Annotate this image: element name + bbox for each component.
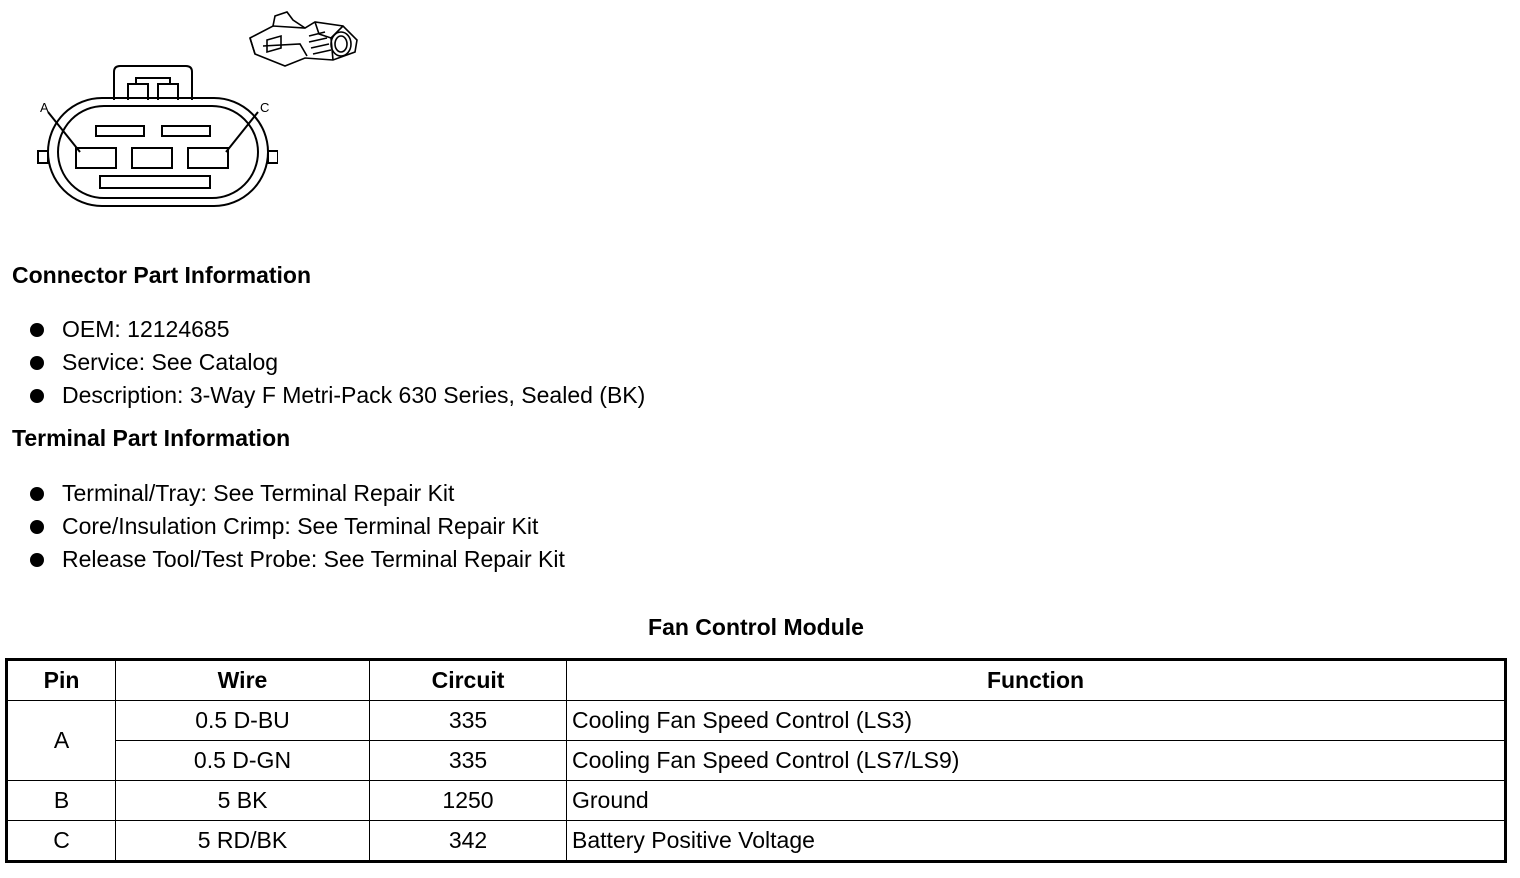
terminal-cavity-b (132, 148, 172, 168)
table-row (7, 821, 1506, 862)
wire-cell: 0.5 D-GN (116, 741, 370, 781)
wire-cell: 5 BK (116, 781, 370, 821)
pin-label-a: A (40, 100, 49, 115)
list-item: Release Tool/Test Probe: See Terminal Repair Kit (30, 543, 565, 576)
column-header-wire: Wire (116, 660, 370, 701)
connector-left-latch (38, 151, 48, 163)
wire-cell: 5 RD/BK (116, 821, 370, 862)
circuit-cell: 335 (370, 701, 567, 741)
terminal-part-info-heading: Terminal Part Information (12, 425, 291, 451)
table-header-row (7, 660, 1506, 701)
pin-cell: B (7, 781, 116, 821)
list-item: Description: 3-Way F Metri-Pack 630 Series, Sealed (BK) (30, 379, 645, 412)
column-header-function: Function (567, 660, 1506, 701)
column-header-circuit: Circuit (370, 660, 567, 701)
bullet-icon (30, 356, 44, 370)
bullet-icon (30, 487, 44, 501)
pin-label-c: C (260, 100, 270, 115)
terminal-cavity-c (188, 148, 228, 168)
wire-cell: 0.5 D-BU (116, 701, 370, 741)
table-row (7, 781, 1506, 821)
connector-right-latch (268, 151, 278, 163)
list-item: OEM: 12124685 (30, 313, 645, 346)
pin-a-leader-line (48, 112, 80, 152)
function-cell: Cooling Fan Speed Control (LS3) (567, 701, 1506, 741)
connector-outer-shell (48, 98, 268, 206)
function-cell: Cooling Fan Speed Control (LS7/LS9) (567, 741, 1506, 781)
connector-face-diagram (28, 60, 278, 210)
connector-part-info-heading: Connector Part Information (12, 262, 312, 288)
circuit-cell: 1250 (370, 781, 567, 821)
function-cell: Battery Positive Voltage (567, 821, 1506, 862)
list-item: Core/Insulation Crimp: See Terminal Repair Kit (30, 510, 565, 543)
bullet-icon (30, 323, 44, 337)
pin-cell: C (7, 821, 116, 862)
terminal-part-info-list (30, 477, 565, 576)
connector-locking-tab (114, 66, 192, 100)
table-row (7, 741, 1506, 781)
pinout-table (5, 658, 1507, 863)
list-item: Service: See Catalog (30, 346, 645, 379)
table-row (7, 701, 1506, 741)
column-header-pin: Pin (7, 660, 116, 701)
circuit-cell: 342 (370, 821, 567, 862)
bullet-icon (30, 520, 44, 534)
connector-part-info-list (30, 313, 645, 412)
list-item: Terminal/Tray: See Terminal Repair Kit (30, 477, 565, 510)
circuit-cell: 335 (370, 741, 567, 781)
pinout-table-title: Fan Control Module (648, 614, 864, 640)
function-cell: Ground (567, 781, 1506, 821)
pin-cell: A (7, 701, 116, 781)
connector-key-slot (100, 176, 210, 188)
bullet-icon (30, 389, 44, 403)
bullet-icon (30, 553, 44, 567)
terminal-cavity-a (76, 148, 116, 168)
